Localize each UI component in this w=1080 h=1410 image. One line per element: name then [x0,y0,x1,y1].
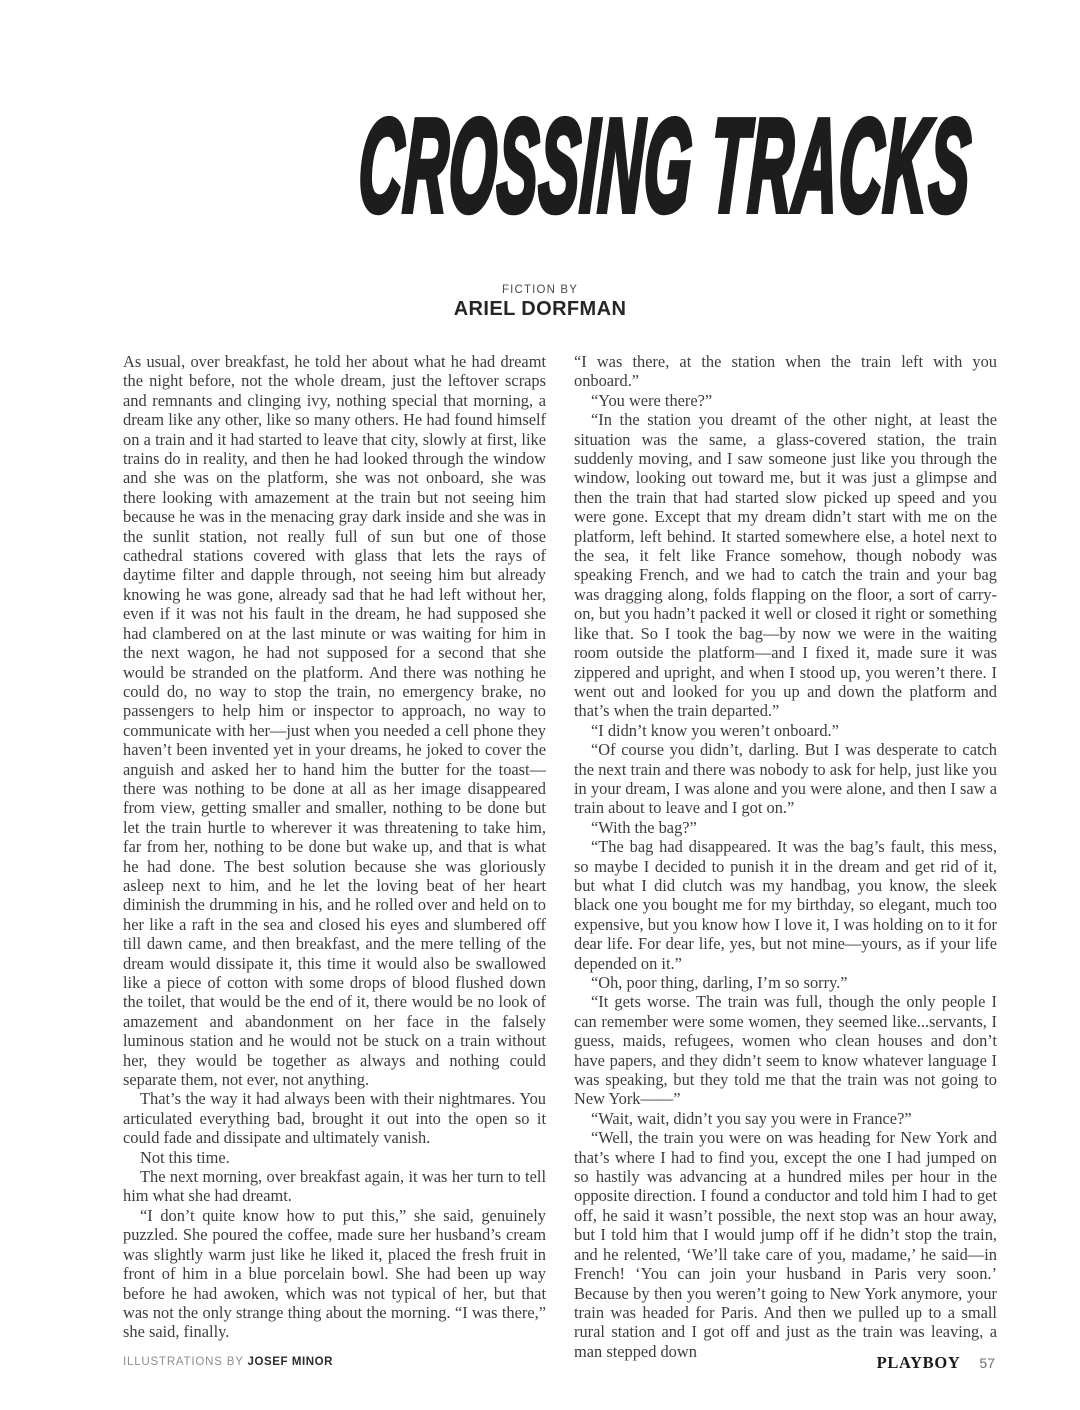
right-column [574,352,997,1361]
story-title: CROSSING TRACKS [355,92,975,239]
story-paragraph: “With the bag?” [591,817,697,837]
illustration-credit [123,1356,333,1368]
illustrator-name: JOSEF MINOR [247,1356,334,1368]
story-paragraph: “Wait, wait, didn’t you say you were in France?” [591,1108,912,1128]
story-paragraph: “In the station you dreamt of the other night, at least the situation was the same, a glass-covered station, the train suddenly moving, and I saw someone just like you through the window, looking out toward me, but it was just a glimpse and then the train that had started slow picked up speed and you were gone. Except that my dream didn’t start with me on the platform, left behind. It started somewhere else, a hotel next to the sea, it felt like France somehow, though nobody was speaking French, and we had to catch the train and your bag was dragging along, folds flapping on the floor, a sort of carry-on, but you hadn’t packed it well or closed it right or something like that. So I took the bag—by now we were in the waiting room outside the platform—and I fixed it, made sure it was zippered and upright, and when I stood up, you weren’t there. I went out and looked for you up and down the platform and that’s when the train departed.” [574,410,997,721]
illustration-credit-label: ILLUSTRATIONS BY [123,1356,244,1368]
byline-label: FICTION BY [501,284,579,296]
title-block [0,92,1080,239]
left-column [123,352,546,1361]
story-paragraph: “Oh, poor thing, darling, I’m so sorry.” [591,973,848,992]
story-paragraph: “It gets worse. The train was full, though the only people I can remember were some women, they seemed like...servants, I guess, maids, refugees, women who clean houses and don’t have papers, and they didn’t seem to know whatever language I was speaking, but they told me that the train was not going to New York——” [574,992,997,1109]
byline-author-name: ARIEL DORFMAN [453,298,627,320]
story-body [123,352,997,1361]
story-paragraph: “You were there?” [591,390,713,410]
magazine-wordmark: PLAYBOY [876,1353,961,1372]
footer-brand-block [877,1353,995,1373]
story-paragraph: “I was there, at the station when the train left with you onboard.” [574,352,997,391]
page-number: 57 [979,1355,995,1371]
story-paragraph: “Of course you didn’t, darling. But I was desperate to catch the next train and there was nobody to ask for help, just like you in your dream, I was alone and you were alone, and then I saw a train about to leave and I got on.” [574,740,997,818]
story-paragraph: “I didn’t know you weren’t onboard.” [591,720,839,740]
story-paragraph: “Well, the train you were on was heading for New York and that’s where I had to find you, except the one I had jumped on so hastily was advancing at a hundred miles per hour in the opposite direction. I found a conductor and told him I had to get off, he said it wasn’t possible, the next stop was an hour away, but I told him that I would jump off if he didn’t stop the train, and he relented, ‘We’ll take care of you, madame,’ he said—in French! ‘You can join your husband in Paris very soon.’ Because by then you weren’t going to New York anymore, your train was headed for Paris. And then we pulled up to a small rural station and I got off and just as the train was leaving, a man stepped down [574,1128,997,1361]
story-paragraph: That’s the way it had always been with their nightmares. You articulated everything bad, brought it out into the open so it could fade and dissipate and ultimately vanish. [123,1089,546,1148]
story-paragraph: Not this time. [140,1147,230,1167]
story-paragraph: “I don’t quite know how to put this,” she said, genuinely puzzled. She poured the coffee, made sure her husband’s cream was slightly warm just like he liked it, placed the fresh fruit in front of him in a blue porcelain bowl. She had been up way before he had awoken, which was not typical of her, but that was not the only strange thing about the morning. “I was there,” she said, finally. [123,1205,546,1342]
story-paragraph: The next morning, over breakfast again, it was her turn to tell him what she had dreamt. [123,1167,546,1206]
byline-block [0,284,1080,321]
story-paragraph: As usual, over breakfast, he told her about what he had dreamt the night before, not the whole dream, just the leftover scraps and remnants and clinging ivy, nothing special that morning, a dream like any other, like so many others. He had found himself on a train and it had started to leave that city, slowly at first, like trains do in reality, and then he had looked through the window and she was on the platform, she was not onboard, she was there looking with amazement at the train but not seeing him because he was in the menacing gray dark inside and she was in the sunlit station, not really full of sun but one of those cathedral stations covered with glass that lets the rays of daytime filter and dapple through, not seeing him but already knowing he was gone, already sad that he had left without her, even if it was not his fault in the dream, he had supposed she had clambered on at the last minute or was waiting for him in the next wagon, he had not supposed for a second that she would be stranded on the platform. And there was nothing he could do, no way to stop the train, no emergency brake, no passengers to help him or inspector to approach, no way to communicate with her—just when you needed a cell phone they haven’t been invented yet in your dreams, he joked to cover the anguish and asked her to hand him the butter for the toast—there was nothing to be done at all as her image disappeared from view, getting smaller and smaller, nothing to be done but let the train hurtle to wherever it was threatening to take him, far from her, nothing to be done but wake up, and that is what he had done. The best solution because she was gloriously asleep next to him, and he let the loving beat of her heart diminish the drumming in his, and he rolled over and held on to her like a raft in the sea and closed his eyes and slumbered off till dawn came, and then breakfast, and the mere telling of the dream would dissipate it, this time it would also be swallowed like a piece of cotton with some drops of blood flushed down the toilet, that would be the end of it, there would be no look of amazement and abandonment on her face in the falsely luminous station and he would not be stuck on a train without her, they would be together as always and nothing could separate them, not ever, not anything. [123,352,546,1090]
story-paragraph: “The bag had disappeared. It was the bag’s fault, this mess, so maybe I decided to punish it in the dream and get rid of it, but what I did clutch was my handbag, you know, the sleek black one you bought me for my birthday, so elegant, much too expensive, but you know how I love it, I was holding on to it for dear life. For dear life, yes, but not mine—yours, as if your life depended on it.” [574,837,997,973]
